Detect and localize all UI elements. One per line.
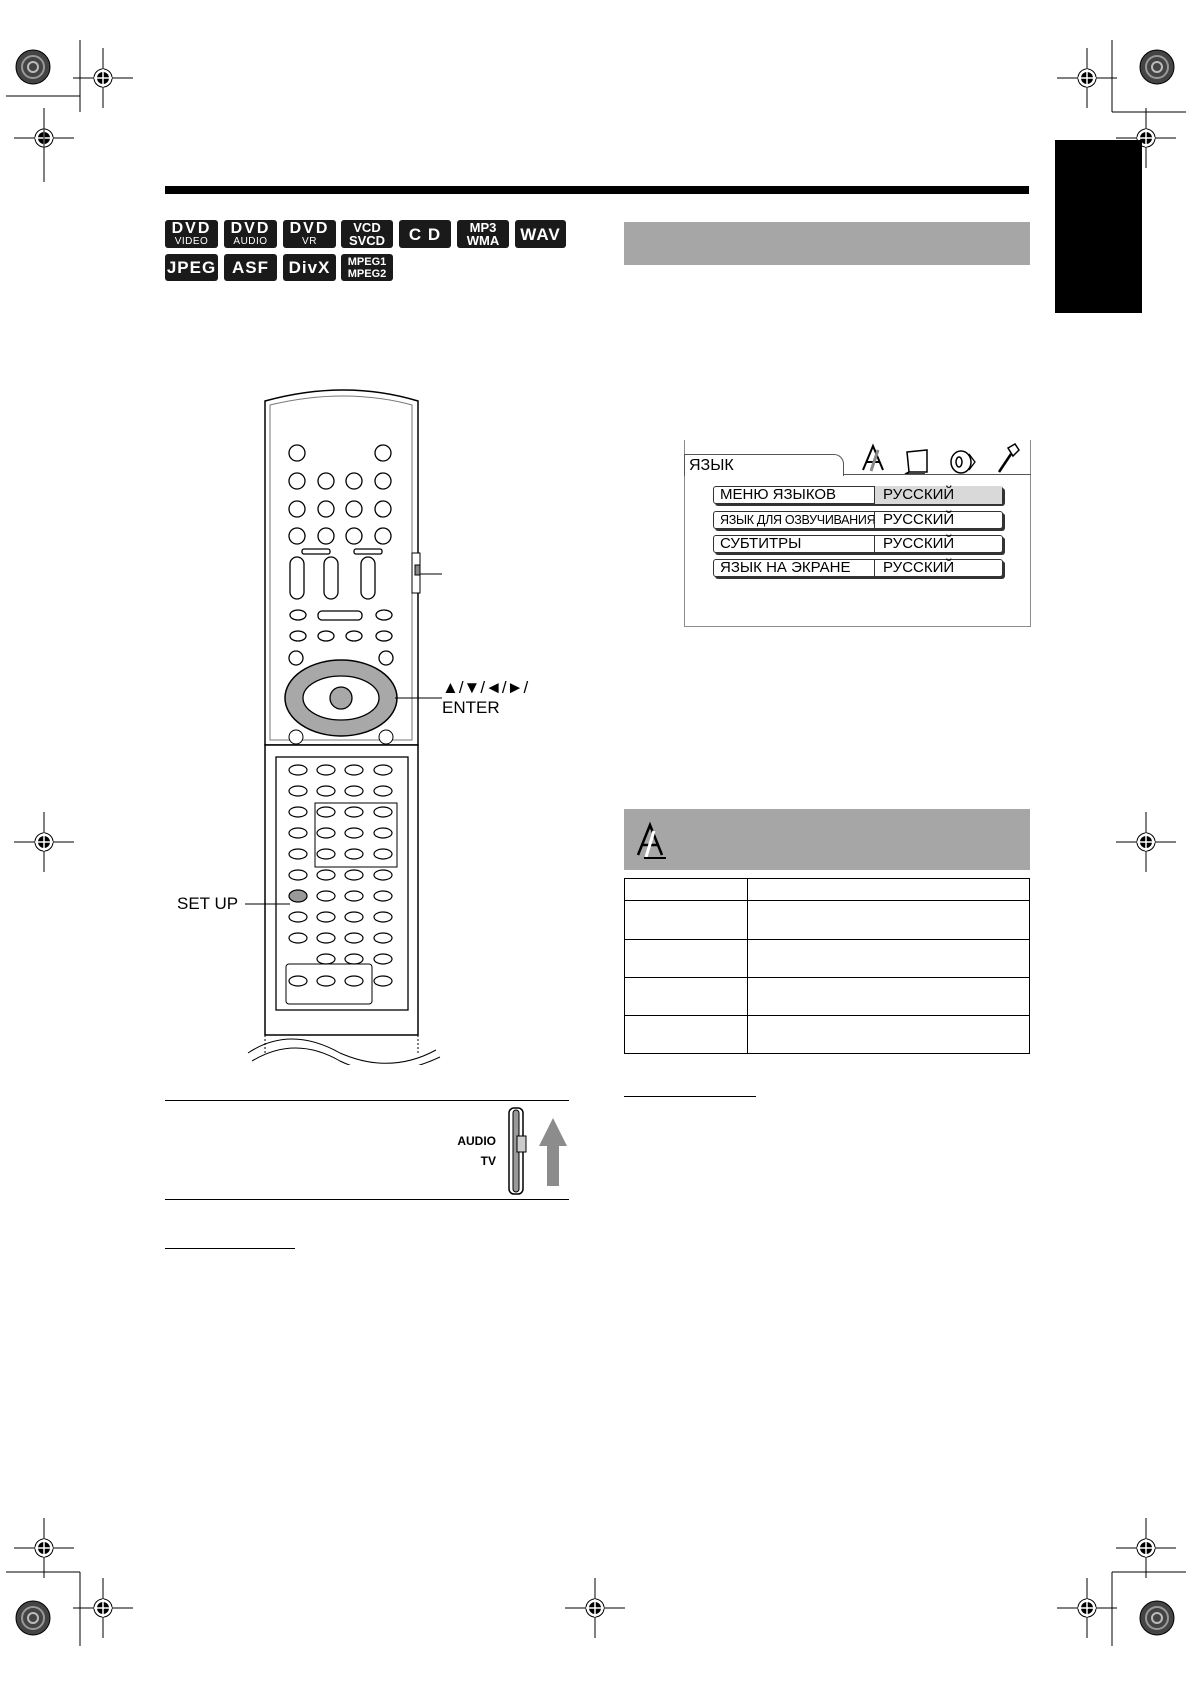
note-rule-top xyxy=(165,1100,569,1101)
wrench-icon[interactable] xyxy=(999,444,1019,472)
osd-row-subtitles[interactable] xyxy=(713,535,1003,553)
badge-jpeg: JPEG xyxy=(165,254,218,281)
language-a-icon xyxy=(632,821,672,861)
osd-language-menu xyxy=(684,440,1031,627)
osd-row-value: РУССКИЙ xyxy=(874,511,1002,529)
osd-row-value: РУССКИЙ xyxy=(874,486,1002,504)
badge-cd: C D xyxy=(399,220,451,248)
switch-tv-label: TV xyxy=(480,1154,496,1168)
speaker-icon[interactable] xyxy=(951,451,975,473)
osd-row-label: ЯЗЫК НА ЭКРАНЕ xyxy=(720,559,851,576)
badge-mp3-wma: MP3 WMA xyxy=(457,220,509,248)
badge-mpeg: MPEG1 MPEG2 xyxy=(341,254,393,281)
osd-row-value: РУССКИЙ xyxy=(874,535,1002,553)
osd-tab-language[interactable]: ЯЗЫК xyxy=(684,454,844,476)
picture-icon[interactable] xyxy=(905,450,927,474)
osd-row-audio-language[interactable] xyxy=(713,511,1003,529)
badge-dvd-audio: DVD AUDIO xyxy=(224,220,277,248)
note-rule-bottom xyxy=(165,1199,569,1200)
osd-row-label: МЕНЮ ЯЗЫКОВ xyxy=(720,486,837,503)
table-row xyxy=(625,901,1030,940)
badge-wav: WAV xyxy=(515,220,566,248)
setup-label: SET UP xyxy=(177,894,239,913)
osd-icon-strip xyxy=(853,440,1031,474)
table-row xyxy=(625,940,1030,978)
table-row xyxy=(625,1016,1030,1054)
badge-vcd-svcd: VCD SVCD xyxy=(341,220,393,248)
osd-row-menu-language[interactable] xyxy=(713,486,1003,504)
language-a-icon[interactable] xyxy=(863,446,883,471)
osd-row-value: РУССКИЙ xyxy=(874,559,1002,577)
left-underline xyxy=(165,1248,295,1249)
switch-diagram xyxy=(505,1106,573,1196)
osd-row-label: СУБТИТРЫ xyxy=(720,535,802,552)
osd-row-label: ЯЗЫК ДЛЯ ОЗВУЧИВАНИЯ xyxy=(720,513,876,527)
arrow-enter-label: ▲/▼/◄/►/ ENTER xyxy=(442,678,529,717)
osd-tab-line xyxy=(843,474,1031,475)
right-underline xyxy=(624,1096,756,1097)
switch-audio-label: AUDIO xyxy=(457,1134,496,1148)
badge-dvd-video: DVD VIDEO xyxy=(165,220,218,248)
badge-dvd-vr: DVD VR xyxy=(283,220,336,248)
osd-row-onscreen-language[interactable] xyxy=(713,559,1003,577)
language-section-header xyxy=(624,809,1030,870)
table-row xyxy=(625,879,1030,901)
badge-divx: DivX xyxy=(283,254,336,281)
language-settings-table xyxy=(624,878,1030,1054)
badge-asf: ASF xyxy=(224,254,277,281)
table-row xyxy=(625,978,1030,1016)
